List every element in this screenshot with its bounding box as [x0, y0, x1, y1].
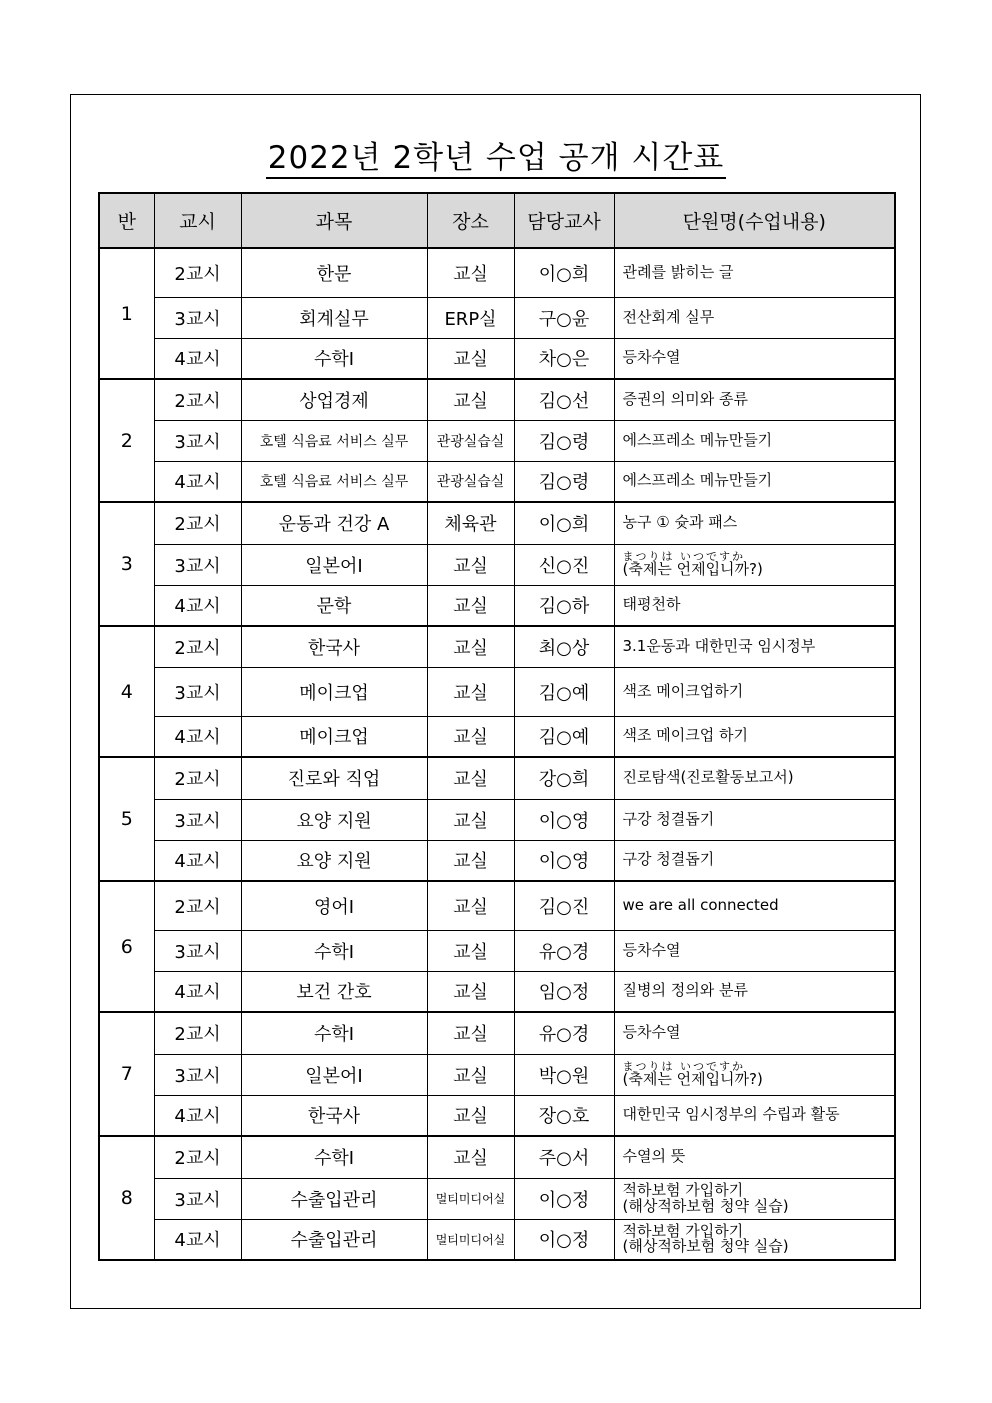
subject-cell: 수학Ⅰ — [241, 930, 427, 971]
table-row — [99, 840, 895, 881]
place-cell: 관광실습실 — [427, 461, 514, 502]
content-text: 등차수열 — [622, 940, 681, 959]
subject-cell: 수학Ⅰ — [241, 338, 427, 379]
subject-cell: 일본어Ⅰ — [241, 544, 427, 585]
table-row — [99, 420, 895, 461]
period-cell: 2교시 — [154, 1136, 241, 1178]
content-text: 색조 메이크업 하기 — [622, 726, 748, 745]
teacher-cell: 차○은 — [514, 338, 614, 379]
class-number: 8 — [99, 1136, 154, 1260]
subject-cell: 보건 간호 — [241, 971, 427, 1012]
content-text: we are all connected — [622, 895, 779, 914]
place-cell: 교실 — [427, 667, 514, 716]
content-text: 적하보험 가입하기 — [622, 1221, 744, 1240]
table-row — [99, 1012, 895, 1054]
place-cell: 교실 — [427, 248, 514, 297]
table-row — [99, 502, 895, 544]
table-row — [99, 1095, 895, 1136]
teacher-cell: 김○예 — [514, 716, 614, 757]
content-text: 태평천하 — [622, 595, 681, 614]
content-cell — [614, 544, 895, 585]
teacher-cell: 이○영 — [514, 840, 614, 881]
period-cell: 2교시 — [154, 757, 241, 799]
teacher-cell: 이○희 — [514, 502, 614, 544]
period-cell: 3교시 — [154, 930, 241, 971]
content-cell — [614, 420, 895, 461]
table-row — [99, 1136, 895, 1178]
table-row — [99, 799, 895, 840]
content-text: 구강 청결돕기 — [622, 850, 715, 869]
subject-cell: 한국사 — [241, 626, 427, 667]
teacher-cell: 유○경 — [514, 930, 614, 971]
period-cell: 4교시 — [154, 840, 241, 881]
period-cell: 4교시 — [154, 338, 241, 379]
teacher-cell: 신○진 — [514, 544, 614, 585]
place-cell: 멀티미디어실 — [427, 1178, 514, 1219]
period-cell: 3교시 — [154, 420, 241, 461]
table-row — [99, 1178, 895, 1219]
teacher-cell: 유○경 — [514, 1012, 614, 1054]
subject-cell: 상업경제 — [241, 379, 427, 420]
subject-cell: 메이크업 — [241, 667, 427, 716]
table-row — [99, 297, 895, 338]
subject-cell: 진로와 직업 — [241, 757, 427, 799]
place-cell: 교실 — [427, 379, 514, 420]
teacher-cell: 김○하 — [514, 585, 614, 626]
period-cell: 4교시 — [154, 1219, 241, 1260]
place-cell: 교실 — [427, 585, 514, 626]
period-cell: 3교시 — [154, 1054, 241, 1095]
teacher-cell: 장○호 — [514, 1095, 614, 1136]
content-cell — [614, 1136, 895, 1178]
content-cell — [614, 799, 895, 840]
place-cell: 교실 — [427, 338, 514, 379]
place-cell: 교실 — [427, 881, 514, 930]
teacher-cell: 김○선 — [514, 379, 614, 420]
content-text: 전산회계 실무 — [622, 307, 715, 326]
content-cell — [614, 716, 895, 757]
content-cell — [614, 667, 895, 716]
subject-cell: 호텔 식음료 서비스 실무 — [241, 420, 427, 461]
period-cell: 3교시 — [154, 544, 241, 585]
place-cell: 교실 — [427, 971, 514, 1012]
subject-cell: 회계실무 — [241, 297, 427, 338]
subject-cell: 일본어Ⅰ — [241, 1054, 427, 1095]
content-text: 관례를 밝히는 글 — [622, 262, 734, 281]
content-text: 증권의 의미와 종류 — [622, 389, 748, 408]
subject-cell: 호텔 식음료 서비스 실무 — [241, 461, 427, 502]
content-cell — [614, 840, 895, 881]
ruby-text: まつりは いつですか — [622, 1060, 745, 1074]
content-text: 등차수열 — [622, 1023, 681, 1042]
content-cell — [614, 379, 895, 420]
teacher-cell: 구○윤 — [514, 297, 614, 338]
period-cell: 4교시 — [154, 716, 241, 757]
period-cell: 4교시 — [154, 1095, 241, 1136]
content-cell — [614, 1219, 895, 1260]
teacher-cell: 이○영 — [514, 799, 614, 840]
teacher-cell: 김○진 — [514, 881, 614, 930]
content-text-2: (해상적하보험 청약 실습) — [622, 1196, 789, 1215]
table-row — [99, 379, 895, 420]
class-number: 3 — [99, 502, 154, 626]
teacher-cell: 강○희 — [514, 757, 614, 799]
place-cell: 교실 — [427, 1054, 514, 1095]
table-row — [99, 338, 895, 379]
table-row — [99, 248, 895, 297]
header-ban: 반 — [99, 193, 154, 248]
place-cell: 교실 — [427, 1136, 514, 1178]
teacher-cell: 이○희 — [514, 248, 614, 297]
content-text: 수열의 뜻 — [622, 1147, 686, 1166]
table-row — [99, 1219, 895, 1260]
content-cell — [614, 461, 895, 502]
class-number: 1 — [99, 248, 154, 379]
class-number: 7 — [99, 1012, 154, 1136]
content-cell — [614, 297, 895, 338]
period-cell: 2교시 — [154, 379, 241, 420]
content-cell — [614, 1178, 895, 1219]
content-text: 에스프레소 메뉴만들기 — [622, 430, 773, 449]
content-cell — [614, 930, 895, 971]
period-cell: 3교시 — [154, 297, 241, 338]
content-cell — [614, 1012, 895, 1054]
content-text: 색조 메이크업하기 — [622, 681, 744, 700]
content-cell — [614, 338, 895, 379]
table-row — [99, 626, 895, 667]
content-cell — [614, 1095, 895, 1136]
subject-cell: 요양 지원 — [241, 840, 427, 881]
content-text-2: (해상적하보험 청약 실습) — [622, 1237, 789, 1256]
ruby-text: まつりは いつですか — [622, 550, 745, 564]
teacher-cell: 주○서 — [514, 1136, 614, 1178]
content-text: 3.1운동과 대한민국 임시정부 — [622, 636, 816, 655]
place-cell: 교실 — [427, 799, 514, 840]
period-cell: 4교시 — [154, 971, 241, 1012]
place-cell: 체육관 — [427, 502, 514, 544]
teacher-cell: 김○령 — [514, 461, 614, 502]
content-cell — [614, 971, 895, 1012]
table-row — [99, 716, 895, 757]
table-row — [99, 1054, 895, 1095]
subject-cell: 수출입관리 — [241, 1219, 427, 1260]
content-text: 농구 ① 슛과 패스 — [622, 513, 738, 532]
subject-cell: 운동과 건강 A — [241, 502, 427, 544]
teacher-cell: 이○정 — [514, 1219, 614, 1260]
period-cell: 2교시 — [154, 1012, 241, 1054]
subject-cell: 요양 지원 — [241, 799, 427, 840]
content-cell — [614, 502, 895, 544]
class-number: 2 — [99, 379, 154, 502]
table-row — [99, 544, 895, 585]
content-text: (축제는 언제입니까?) — [622, 1070, 763, 1089]
subject-cell: 수학Ⅰ — [241, 1136, 427, 1178]
header-period: 교시 — [154, 193, 241, 248]
content-cell — [614, 881, 895, 930]
period-cell: 3교시 — [154, 667, 241, 716]
table-row — [99, 757, 895, 799]
class-number: 5 — [99, 757, 154, 881]
table-row — [99, 461, 895, 502]
content-text: 대한민국 임시정부의 수립과 활동 — [622, 1105, 840, 1124]
subject-cell: 한국사 — [241, 1095, 427, 1136]
content-text: 적하보험 가입하기 — [622, 1180, 744, 1199]
header-place: 장소 — [427, 193, 514, 248]
content-cell — [614, 585, 895, 626]
place-cell: 교실 — [427, 1012, 514, 1054]
place-cell: 교실 — [427, 716, 514, 757]
period-cell: 3교시 — [154, 799, 241, 840]
subject-cell: 영어Ⅰ — [241, 881, 427, 930]
page-title: 2022년 2학년 수업 공개 시간표 — [0, 132, 992, 177]
content-cell — [614, 1054, 895, 1095]
header-teacher: 담당교사 — [514, 193, 614, 248]
period-cell: 2교시 — [154, 881, 241, 930]
table-row — [99, 930, 895, 971]
header-row — [99, 193, 895, 248]
teacher-cell: 박○원 — [514, 1054, 614, 1095]
place-cell: 교실 — [427, 930, 514, 971]
place-cell: 교실 — [427, 626, 514, 667]
teacher-cell: 임○정 — [514, 971, 614, 1012]
period-cell: 4교시 — [154, 461, 241, 502]
content-cell — [614, 757, 895, 799]
subject-cell: 수학Ⅰ — [241, 1012, 427, 1054]
subject-cell: 한문 — [241, 248, 427, 297]
content-cell — [614, 626, 895, 667]
place-cell: 관광실습실 — [427, 420, 514, 461]
content-text: 등차수열 — [622, 348, 681, 367]
header-subject: 과목 — [241, 193, 427, 248]
content-text: 질병의 정의와 분류 — [622, 981, 748, 1000]
table-row — [99, 585, 895, 626]
period-cell: 2교시 — [154, 626, 241, 667]
subject-cell: 수출입관리 — [241, 1178, 427, 1219]
teacher-cell: 김○령 — [514, 420, 614, 461]
subject-cell: 메이크업 — [241, 716, 427, 757]
class-number: 4 — [99, 626, 154, 757]
place-cell: 교실 — [427, 757, 514, 799]
period-cell: 4교시 — [154, 585, 241, 626]
subject-cell: 문학 — [241, 585, 427, 626]
period-cell: 3교시 — [154, 1178, 241, 1219]
table-row — [99, 881, 895, 930]
table-row — [99, 971, 895, 1012]
period-cell: 2교시 — [154, 502, 241, 544]
content-text: 구강 청결돕기 — [622, 809, 715, 828]
teacher-cell: 최○상 — [514, 626, 614, 667]
place-cell: 교실 — [427, 1095, 514, 1136]
place-cell: ERP실 — [427, 297, 514, 338]
teacher-cell: 김○예 — [514, 667, 614, 716]
period-cell: 2교시 — [154, 248, 241, 297]
header-content: 단원명(수업내용) — [614, 193, 895, 248]
place-cell: 교실 — [427, 840, 514, 881]
place-cell: 교실 — [427, 544, 514, 585]
timetable — [98, 192, 896, 1261]
table-row — [99, 667, 895, 716]
content-cell — [614, 248, 895, 297]
teacher-cell: 이○정 — [514, 1178, 614, 1219]
content-text: (축제는 언제입니까?) — [622, 560, 763, 579]
content-text: 에스프레소 메뉴만들기 — [622, 471, 773, 490]
place-cell: 멀티미디어실 — [427, 1219, 514, 1260]
class-number: 6 — [99, 881, 154, 1012]
content-text: 진로탐색(진로활동보고서) — [622, 768, 794, 787]
